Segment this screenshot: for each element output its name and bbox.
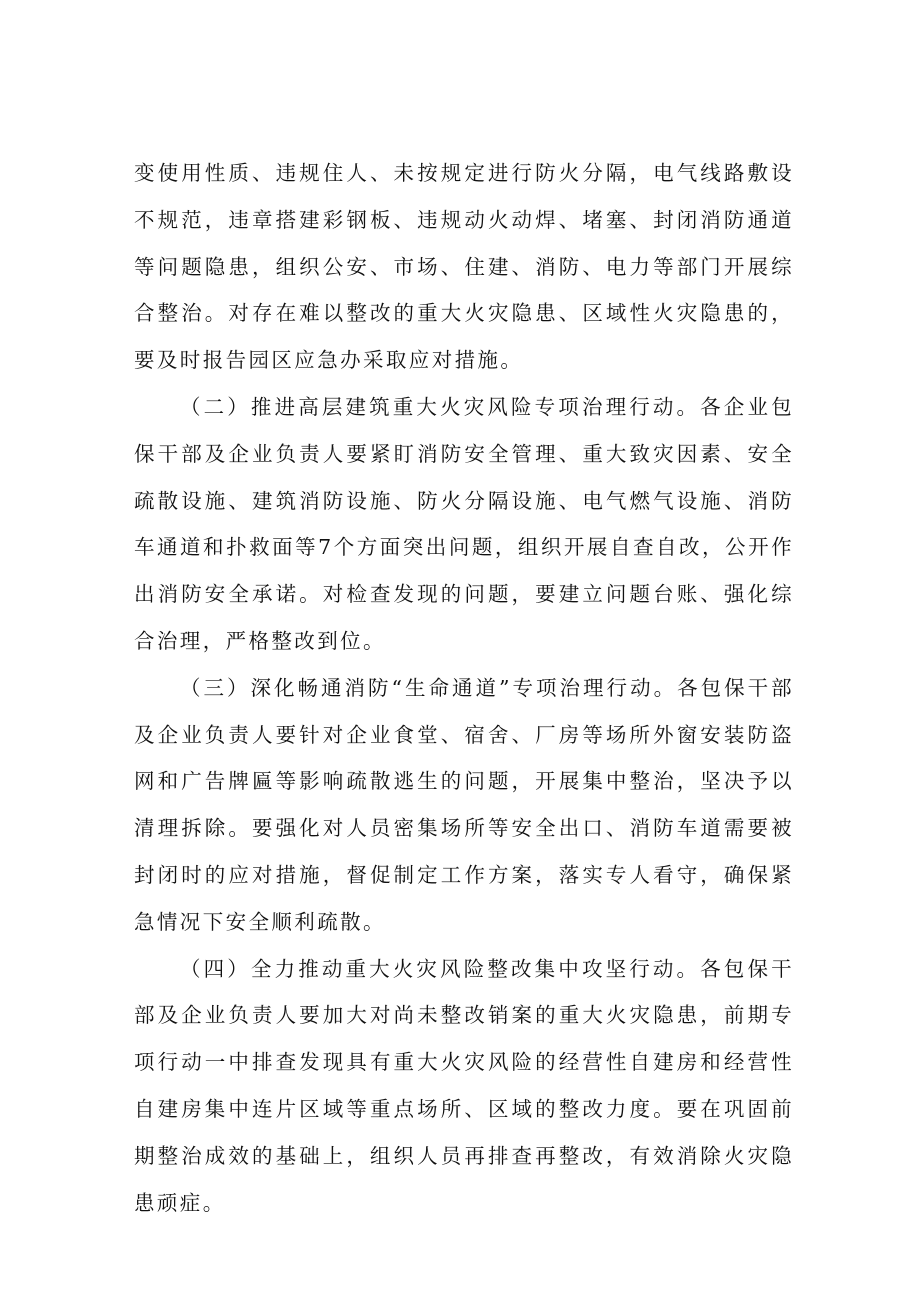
paragraph-continued: 变使用性质、违规住人、未按规定进行防火分隔，电气线路敷设不规范，违章搭建彩钢板、违规动火动焊、堵塞、封闭消防通道等问题隐患，组织公安、市场、住建、消防、电力等部门开展综合整治。对存在难以整改的重大火灾隐患、区域性火灾隐患的，要及时报告园区应急办采取应对措施。 (134, 161, 794, 373)
paragraph-section-4: （四）全力推动重大火灾风险整改集中攻坚行动。各包保干部及企业负责人要加大对尚未整改销案的重大火灾隐患，前期专项行动一中排查发现具有重大火灾风险的经营性自建房和经营性自建房集中连片区域等重点场所、区域的整改力度。要在巩固前期整治成效的基础上，组织人员再排查再整改，有效消除火灾隐患顽症。 (134, 956, 794, 1215)
paragraph-section-2: （二）推进高层建筑重大火灾风险专项治理行动。各企业包保干部及企业负责人要紧盯消防安全管理、重大致灾因素、安全疏散设施、建筑消防设施、防火分隔设施、电气燃气设施、消防车通道和扑救面等7个方面突出问题，组织开展自查自改，公开作出消防安全承诺。对检查发现的问题，要建立问题台账、强化综合治理，严格整改到位。 (134, 394, 794, 653)
paragraph-section-3: （三）深化畅通消防“生命通道”专项治理行动。各包保干部及企业负责人要针对企业食堂、宿舍、厂房等场所外窗安装防盗网和广告牌匾等影响疏散逃生的问题，开展集中整治，坚决予以清理拆除。要强化对人员密集场所等安全出口、消防车道需要被封闭时的应对措施，督促制定工作方案，落实专人看守，确保紧急情况下安全顺利疏散。 (134, 675, 794, 934)
document-body (134, 150, 794, 1226)
